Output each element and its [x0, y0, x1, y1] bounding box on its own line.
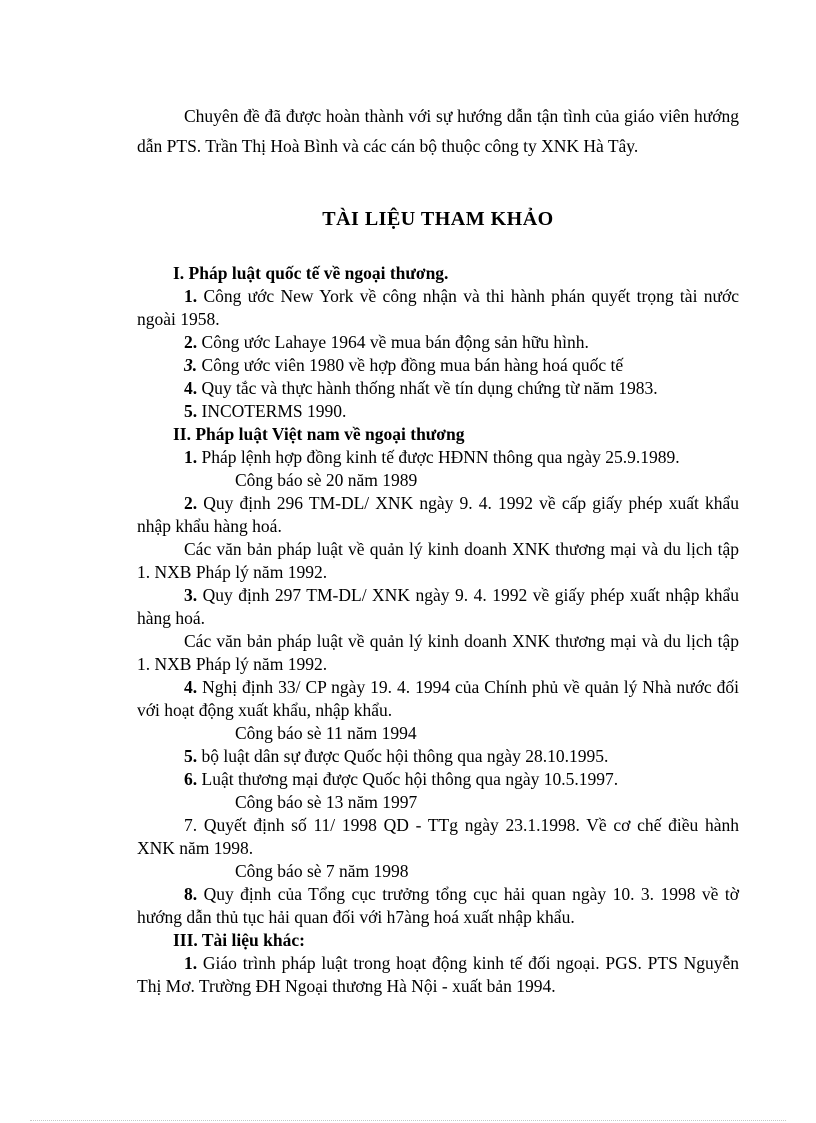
list-item	[137, 446, 739, 469]
item-number: 2.	[184, 332, 198, 352]
item-number: 5.	[184, 401, 198, 421]
section-heading-1: I. Pháp luật quốc tế về ngoại thương.	[173, 263, 449, 283]
item-text: Luật thương mại được Quốc hội thông qua ngày 10.5.1997.	[197, 769, 619, 789]
section-heading-2: II. Pháp luật Việt nam về ngoại thương	[173, 424, 465, 444]
item-number: 1.	[184, 286, 198, 306]
item-number: 1.	[184, 953, 198, 973]
list-item	[137, 676, 739, 722]
list-item	[137, 377, 739, 400]
list-item	[137, 814, 739, 860]
item-number: 1.	[184, 447, 198, 467]
item-number: 3.	[184, 585, 198, 605]
item-text: Công ước Lahaye 1964 về mua bán động sản hữu hình.	[197, 332, 589, 352]
item-note: Công báo sè 7 năm 1998	[235, 861, 409, 881]
page-title: TÀI LIỆU THAM KHẢO	[322, 208, 554, 230]
item-number: 8.	[184, 884, 198, 904]
list-item	[137, 883, 739, 929]
list-item	[137, 768, 739, 791]
list-item	[137, 952, 739, 998]
reference-list	[137, 262, 739, 998]
item-text: INCOTERMS 1990.	[197, 401, 347, 421]
item-number: 4.	[184, 677, 198, 697]
item-note: Các văn bản pháp luật về quản lý kinh doanh XNK thương mại và du lịch tập 1. NXB Pháp lý năm 1992.	[137, 631, 739, 674]
page-bottom-border	[30, 1120, 786, 1121]
list-item	[137, 492, 739, 538]
item-text: 7. Quyết định số 11/ 1998 QD - TTg ngày 23.1.1998. Về cơ chế điều hành XNK năm 1998.	[137, 815, 739, 858]
item-text: Công ước viên 1980 về hợp đồng mua bán hàng hoá quốc tế	[197, 355, 624, 375]
item-text: Pháp lệnh hợp đồng kinh tế được HĐNN thông qua ngày 25.9.1989.	[197, 447, 680, 467]
item-text: Công ước New York về công nhận và thi hành phán quyết trọng tài nước ngoài 1958.	[137, 286, 739, 329]
intro-paragraph: Chuyên đề đã được hoàn thành với sự hướng dẫn tận tình của giáo viên hướng dẫn PTS. Trần Thị Hoà Bình và các cán bộ thuộc công ty XNK Hà Tây.	[137, 106, 739, 156]
list-item	[137, 354, 739, 377]
item-number: 5.	[184, 746, 198, 766]
item-text: Quy tắc và thực hành thống nhất về tín dụng chứng từ năm 1983.	[197, 378, 658, 398]
item-number: 3.	[184, 355, 198, 375]
item-note: Công báo sè 11 năm 1994	[235, 723, 417, 743]
list-item	[137, 285, 739, 331]
item-text: bộ luật dân sự được Quốc hội thông qua ngày 28.10.1995.	[197, 746, 609, 766]
list-item	[137, 745, 739, 768]
item-note: Công báo sè 20 năm 1989	[235, 470, 418, 490]
list-item	[137, 400, 739, 423]
item-text: Quy định 296 TM-DL/ XNK ngày 9. 4. 1992 về cấp giấy phép xuất khẩu nhập khẩu hàng hoá.	[137, 493, 739, 536]
list-item	[137, 584, 739, 630]
list-item	[137, 331, 739, 354]
item-text: Giáo trình pháp luật trong hoạt động kinh tế đối ngoại. PGS. PTS Nguyễn Thị Mơ. Trường ĐH Ngoại thương Hà Nội - xuất bản 1994.	[137, 953, 739, 996]
item-note: Công báo sè 13 năm 1997	[235, 792, 418, 812]
item-number: 2.	[184, 493, 198, 513]
item-number: 6.	[184, 769, 198, 789]
item-text: Nghị định 33/ CP ngày 19. 4. 1994 của Chính phủ về quản lý Nhà nước đối với hoạt động xuất khẩu, nhập khẩu.	[137, 677, 739, 720]
item-number: 4.	[184, 378, 198, 398]
item-text: Quy định 297 TM-DL/ XNK ngày 9. 4. 1992 về giấy phép xuất nhập khẩu hàng hoá.	[137, 585, 739, 628]
section-heading-3: III. Tài liệu khác:	[173, 930, 305, 950]
item-text: Quy định của Tổng cục trưởng tổng cục hải quan ngày 10. 3. 1998 về tờ hướng dẫn thủ tục hải quan đối với h7àng hoá xuất nhập khẩu.	[137, 884, 739, 927]
item-note: Các văn bản pháp luật về quản lý kinh doanh XNK thương mại và du lịch tập 1. NXB Pháp lý năm 1992.	[137, 539, 739, 582]
